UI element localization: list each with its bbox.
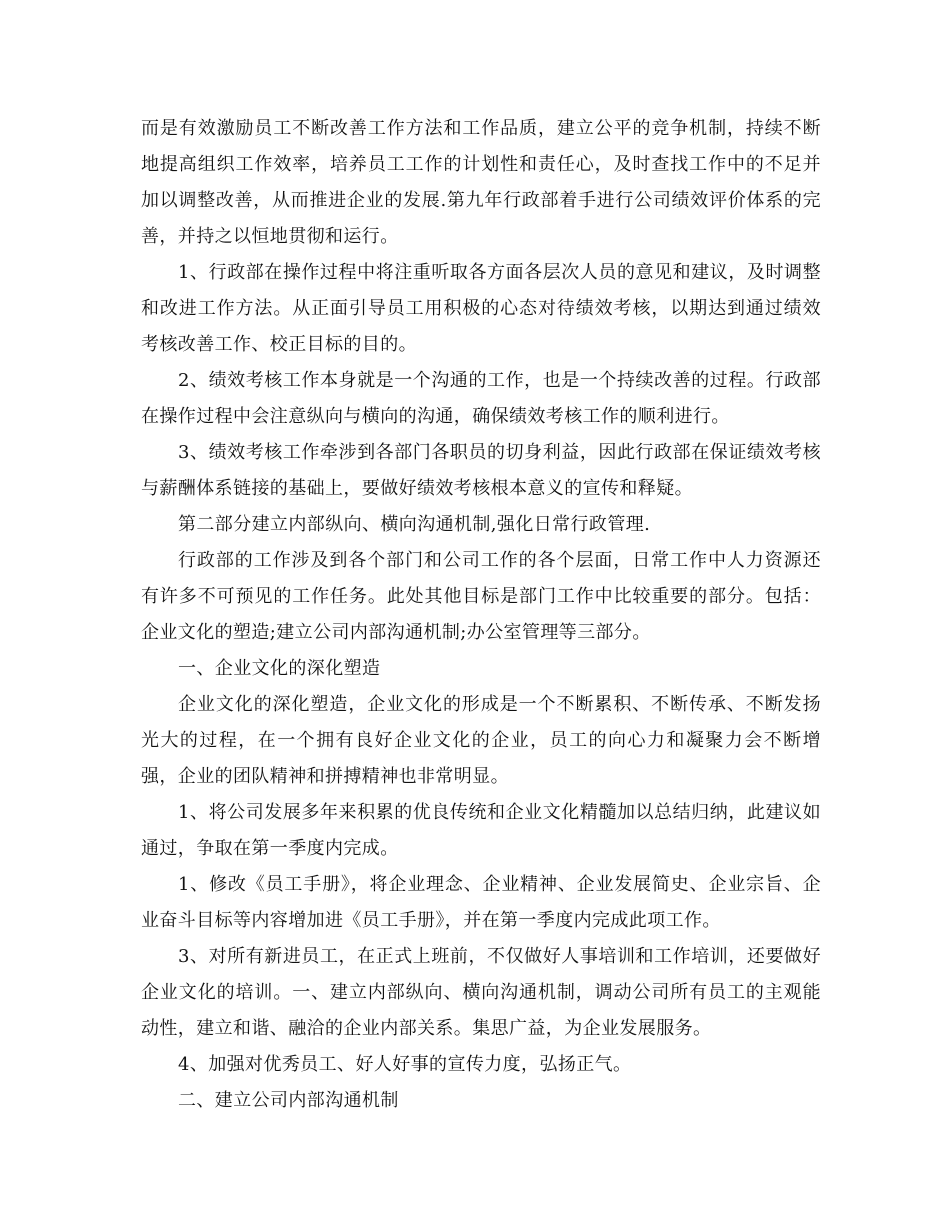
paragraph-intro-continuation: 而是有效激励员工不断改善工作方法和工作品质，建立公平的竞争机制，持续不断地提高组织工作效率，培养员工工作的计划性和责任心，及时查找工作中的不足并加以调整改善，从而推进企业的发展.第九年行政部着手进行公司绩效评价体系的完善，并持之以恒地贯彻和运行。	[141, 118, 821, 247]
paragraph-item-3-interests: 3、绩效考核工作牵涉到各部门各职员的切身利益，因此行政部在保证绩效考核与薪酬体系链接的基础上，要做好绩效考核根本意义的宣传和释疑。	[141, 442, 821, 499]
paragraph-item-2-communication: 2、绩效考核工作本身就是一个沟通的工作，也是一个持续改善的过程。行政部在操作过程中会注意纵向与横向的沟通，确保绩效考核工作的顺利进行。	[141, 370, 821, 427]
paragraph-item-1-listen-opinions: 1、行政部在操作过程中将注重听取各方面各层次人员的意见和建议，及时调整和改进工作方法。从正面引导员工用积极的心态对待绩效考核，以期达到通过绩效考核改善工作、校正目标的目的。	[141, 262, 821, 355]
paragraph-culture-item-training: 3、对所有新进员工，在正式上班前，不仅做好人事培训和工作培训，还要做好企业文化的培训。一、建立内部纵向、横向沟通机制，调动公司所有员工的主观能动性，建立和谐、融洽的企业内部关系。集思广益，为企业发展服务。	[141, 946, 821, 1039]
paragraph-culture-description: 企业文化的深化塑造，企业文化的形成是一个不断累积、不断传承、不断发扬光大的过程，在一个拥有良好企业文化的企业，员工的向心力和凝聚力会不断增强，企业的团队精神和拼搏精神也非常明显。	[141, 694, 821, 787]
paragraph-admin-scope: 行政部的工作涉及到各个部门和公司工作的各个层面，日常工作中人力资源还有许多不可预见的工作任务。此处其他目标是部门工作中比较重要的部分。包括：企业文化的塑造;建立公司内部沟通机制;办公室管理等三部分。	[141, 550, 821, 643]
subheading-corporate-culture: 一、企业文化的深化塑造	[178, 658, 381, 679]
paragraph-culture-item-summarize: 1、将公司发展多年来积累的优良传统和企业文化精髓加以总结归纳，此建议如通过，争取在第一季度内完成。	[141, 802, 821, 859]
document-body	[141, 111, 821, 1119]
subheading-internal-communication: 二、建立公司内部沟通机制	[178, 1090, 399, 1111]
paragraph-culture-item-publicity: 4、加强对优秀员工、好人好事的宣传力度，弘扬正气。	[178, 1054, 632, 1075]
section-heading-part-two: 第二部分建立内部纵向、横向沟通机制,强化日常行政管理.	[178, 514, 651, 535]
paragraph-culture-item-handbook: 1、修改《员工手册》，将企业理念、企业精神、企业发展简史、企业宗旨、企业奋斗目标等内容增加进《员工手册》，并在第一季度内完成此项工作。	[141, 874, 821, 931]
